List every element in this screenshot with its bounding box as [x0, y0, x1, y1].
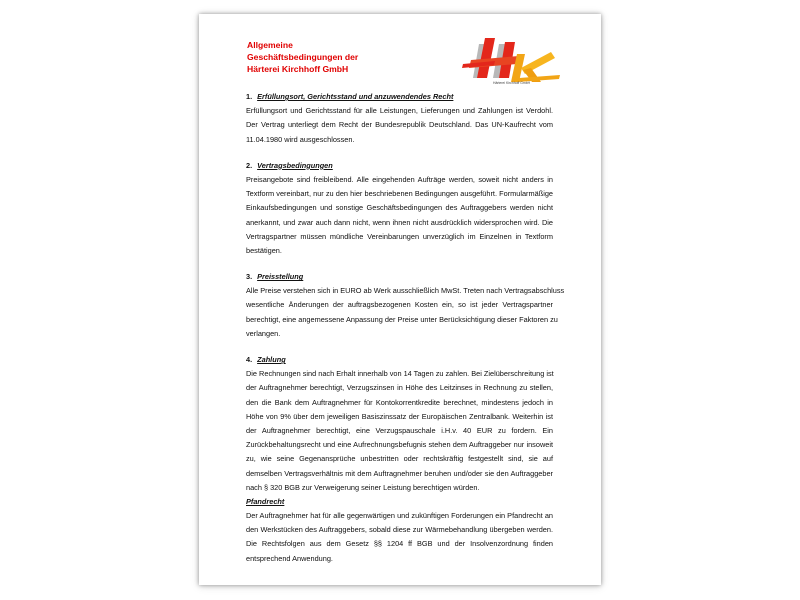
paragraph-line: Höhe von 9% über dem jeweiligen Basiszinssatz der Europäischen Zentralbank. Weiterhin ist — [246, 411, 553, 421]
section-number: 1. — [246, 92, 253, 101]
section-number: 2. — [246, 160, 253, 170]
section-paragraph — [246, 104, 553, 147]
paragraph-line: bestätigen. — [246, 245, 282, 255]
title-line: Härterei Kirchhoff GmbH — [247, 64, 349, 74]
section-title: Zahlung — [257, 355, 286, 364]
section-vertragsbedingungen — [246, 159, 553, 258]
paragraph-line: demselben Vertragsverhältnis mit dem Auftragnehmer beruhen und/oder sie den Auftraggeber — [246, 468, 553, 478]
document-body — [246, 90, 565, 566]
section-preisstellung — [246, 270, 565, 341]
paragraph-line: Die Rechtsfolgen aus dem Gesetz §§ 1204 ff BGB und der Insolvenzordnung finden — [246, 539, 553, 549]
document-page — [199, 14, 601, 585]
paragraph-line: den die Bank dem Auftragnehmer für Kontokorrentkredite berechnet, mindestens jedoch in — [246, 397, 553, 407]
title-line: Geschäftsbedingungen der — [247, 52, 359, 62]
paragraph-line: Textform vereinbart, nur zu den hier beschriebenen Bedingungen ausgeführt. Formularmäßige — [246, 189, 553, 199]
paragraph-line: Alle Preise verstehen sich in EURO ab Werk ausschließlich MwSt. Treten nach Vertragsabschluss — [246, 286, 565, 296]
section-heading — [246, 270, 553, 284]
paragraph-line: der Auftragnehmer berechtigt, eine Verzugspauschale i.H.v. 40 EUR zu fordern. Ein — [246, 425, 553, 435]
logo-caption: Härterei Kirchhoff GmbH — [493, 81, 531, 85]
paragraph-line: Zurückbehaltungsrecht und eine Aufrechnungsbefugnis stehen dem Auftraggeber nur insoweit — [246, 440, 553, 450]
title-line: Allgemeine — [247, 40, 293, 50]
section-zahlung — [246, 353, 553, 566]
section-title: Preisstellung — [257, 272, 304, 282]
paragraph-line: Erfüllungsort und Gerichtsstand für alle Leistungen, Lieferungen und Zahlungen ist Verdohl. — [246, 106, 553, 116]
paragraph-line: Der Auftragnehmer hat für alle gegenwärtigen und zukünftigen Forderungen ein Pfandrecht an — [246, 511, 553, 521]
logo-k-mark — [511, 52, 560, 82]
paragraph-line: entsprechend Anwendung. — [246, 553, 333, 563]
paragraph-line: zu, wie seine Gegenansprüche unbestritten oder rechtskräftig festgestellt sind, sie auf — [246, 454, 553, 464]
section-title: Vertragsbedingungen — [257, 160, 333, 170]
paragraph-line: der Auftragnehmer berechtigt, Verzugszinsen in Höhe des Leitzinses in Rechnung zu stellen, — [246, 383, 553, 393]
subsection-title-pfandrecht: Pfandrecht — [246, 496, 285, 506]
company-logo — [461, 34, 561, 86]
paragraph-line: Einkaufsbedingungen und sonstige Geschäftsbedingungen des Auftraggebers werden nicht — [246, 203, 553, 213]
section-heading — [246, 90, 553, 104]
section-title: Erfüllungsort, Gerichtsstand und anzuwendendes Recht — [257, 92, 454, 101]
paragraph-line: verlangen. — [246, 328, 281, 338]
paragraph-line: anerkannt, und zwar auch dann nicht, wenn ihnen nicht ausdrücklich widersprochen wird. Die — [246, 217, 553, 227]
paragraph-line: Der Vertrag unterliegt dem Recht der Bundesrepublik Deutschland. Das UN-Kaufrecht vom — [246, 120, 553, 130]
section-heading — [246, 353, 553, 367]
paragraph-line: den Werkstücken des Auftraggebers, sobald diese zur Wärmebehandlung übergeben werden. — [246, 525, 553, 535]
section-heading — [246, 159, 553, 173]
paragraph-line: 11.04.1980 wird ausgeschlossen. — [246, 134, 355, 144]
paragraph-line: wesentliche Änderungen der auftragsbezogenen Kosten ein, so ist jeder Vertragspartner — [246, 300, 553, 310]
document-title — [247, 39, 447, 75]
paragraph-line: Vertragspartner müssen mündliche Vereinbarungen unverzüglich im Einzelnen in Textform — [246, 231, 553, 241]
subsection-paragraph — [246, 509, 553, 566]
paragraph-line: nach § 320 BGB zur Verweigerung seiner Leistung berechtigen würden. — [246, 482, 480, 492]
logo-h-mark — [462, 38, 519, 78]
section-paragraph — [246, 173, 553, 258]
section-number: 3. — [246, 272, 253, 282]
section-paragraph — [246, 284, 565, 341]
section-erfuellungsort — [246, 90, 553, 147]
paragraph-line: Preisangebote sind freibleibend. Alle eingehenden Aufträge werden, soweit nicht anders in — [246, 174, 553, 184]
section-number: 4. — [246, 355, 253, 364]
paragraph-line: Die Rechnungen sind nach Erhalt innerhalb von 14 Tagen zu zahlen. Bei Zielüberschreitung ist — [246, 369, 554, 379]
section-paragraph — [246, 367, 553, 495]
paragraph-line: berechtigt, eine angemessene Anpassung der Preise unter Berücksichtigung dieser Faktoren zu — [246, 314, 558, 324]
